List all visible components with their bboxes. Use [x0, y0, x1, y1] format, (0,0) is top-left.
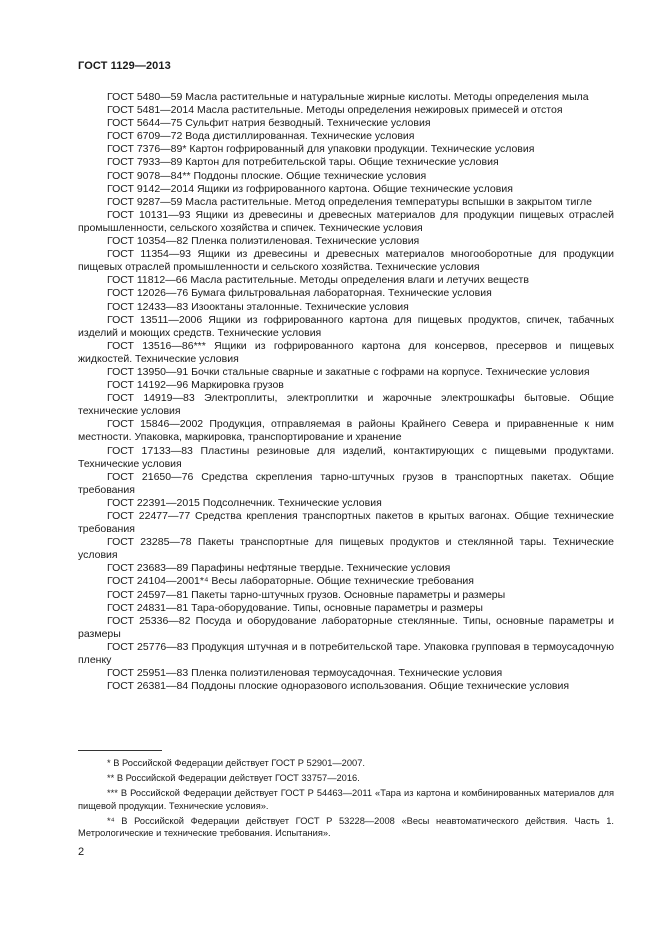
normative-references-list — [78, 91, 614, 693]
reference-item: ГОСТ 5480—59 Масла растительные и натуральные жирные кислоты. Методы определения мыла — [107, 91, 589, 103]
reference-item: ГОСТ 6709—72 Вода дистиллированная. Технические условия — [107, 130, 415, 143]
reference-item: ГОСТ 25776—83 Продукция штучная и в потребительской таре. Упаковка групповая в термоусадочную пленку — [78, 640, 614, 667]
reference-item: ГОСТ 24831—81 Тара-оборудование. Типы, основные параметры и размеры — [107, 601, 483, 614]
reference-item: ГОСТ 12026—76 Бумага фильтровальная лабораторная. Технические условия — [107, 287, 492, 300]
footnote-item: ** В Российской Федерации действует ГОСТ 33757—2016. — [107, 773, 360, 784]
reference-item: ГОСТ 5481—2014 Масла растительные. Методы определения нежировых примесей и отстоя — [107, 104, 563, 117]
reference-item: ГОСТ 24104—2001*⁴ Весы лабораторные. Общие технические требования — [107, 575, 474, 588]
reference-item: ГОСТ 12433—83 Изооктаны эталонные. Технические условия — [107, 300, 409, 313]
page-number: 2 — [78, 846, 85, 858]
reference-item: ГОСТ 21650—76 Средства скрепления тарно-штучных грузов в транспортных пакетах. Общие требования — [78, 470, 614, 496]
reference-item: ГОСТ 10131—93 Ящики из древесины и древесных материалов для продукции пищевых отраслей промышленности, сельского хозяйства и спичек. Технические условия — [78, 208, 614, 234]
reference-item: ГОСТ 26381—84 Поддоны плоские одноразового использования. Общие технические условия — [107, 680, 570, 693]
reference-item: ГОСТ 13511—2006 Ящики из гофрированного картона для пищевых продуктов, спичек, табачных изделий и моющих средств. Технические условия — [78, 313, 614, 339]
reference-item: ГОСТ 10354—82 Пленка полиэтиленовая. Технические условия — [107, 235, 420, 248]
footnotes — [78, 757, 614, 842]
footnote-item: *** В Российской Федерации действует ГОСТ Р 54463—2011 «Тара из картона и комбинированных материалов для пищевой продукции. Технические условия». — [78, 788, 614, 811]
reference-item: ГОСТ 25951—83 Пленка полиэтиленовая термоусадочная. Технические условия — [107, 667, 503, 680]
reference-item: ГОСТ 7933—89 Картон для потребительской тары. Общие технические условия — [107, 156, 499, 169]
reference-item: ГОСТ 15846—2002 Продукция, отправляемая в районы Крайнего Севера и приравненные к ним местности. Упаковка, маркировка, транспортирование и хранение — [78, 418, 614, 444]
reference-item: ГОСТ 24597—81 Пакеты тарно-штучных грузов. Основные параметры и размеры — [107, 588, 506, 601]
reference-item: ГОСТ 9142—2014 Ящики из гофрированного картона. Общие технические условия — [107, 182, 513, 195]
reference-item: ГОСТ 14919—83 Электроплиты, электроплитки и жарочные электрошкафы бытовые. Общие технические условия — [78, 392, 614, 418]
reference-item: ГОСТ 23683—89 Парафины нефтяные твердые. Технические условия — [107, 562, 451, 575]
document-header: ГОСТ 1129—2013 — [78, 60, 171, 72]
reference-item: ГОСТ 14192—96 Маркировка грузов — [107, 379, 284, 392]
reference-item: ГОСТ 22477—77 Средства крепления транспортных пакетов в крытых вагонах. Общие технические требования — [78, 510, 614, 536]
reference-item: ГОСТ 11354—93 Ящики из древесины и древесных материалов многооборотные для продукции пищевых отраслей промышленности и сельского хозяйства. Технические условия — [78, 248, 614, 274]
footnote-item: * В Российской Федерации действует ГОСТ Р 52901—2007. — [107, 758, 365, 768]
reference-item: ГОСТ 13950—91 Бочки стальные сварные и закатные с гофрами на корпусе. Технические условия — [107, 365, 590, 378]
reference-item: ГОСТ 25336—82 Посуда и оборудование лабораторные стеклянные. Типы, основные параметры и размеры — [78, 614, 614, 640]
reference-item: ГОСТ 11812—66 Масла растительные. Методы определения влаги и летучих веществ — [107, 274, 529, 287]
reference-item: ГОСТ 7376—89* Картон гофрированный для упаковки продукции. Технические условия — [107, 143, 535, 156]
reference-item: ГОСТ 22391—2015 Подсолнечник. Технические условия — [107, 496, 382, 509]
reference-item: ГОСТ 9078—84** Поддоны плоские. Общие технические условия — [107, 169, 427, 182]
footnote-separator — [78, 750, 162, 751]
reference-item: ГОСТ 13516—86*** Ящики из гофрированного картона для консервов, пресервов и пищевых жидкостей. Технические условия — [78, 339, 614, 365]
reference-item: ГОСТ 5644—75 Сульфит натрия безводный. Технические условия — [107, 117, 431, 130]
footnote-item: *⁴ В Российской Федерации действует ГОСТ Р 53228—2008 «Весы неавтоматического действия. Часть 1. Метрологические и технические требования. Испытания». — [78, 815, 614, 839]
reference-item: ГОСТ 23285—78 Пакеты транспортные для пищевых продуктов и стеклянной тары. Технические условия — [78, 536, 614, 562]
reference-item: ГОСТ 17133—83 Пластины резиновые для изделий, контактирующих с пищевыми продуктами. Технические условия — [78, 444, 614, 470]
reference-item: ГОСТ 9287—59 Масла растительные. Метод определения температуры вспышки в закрытом тигле — [107, 195, 592, 208]
